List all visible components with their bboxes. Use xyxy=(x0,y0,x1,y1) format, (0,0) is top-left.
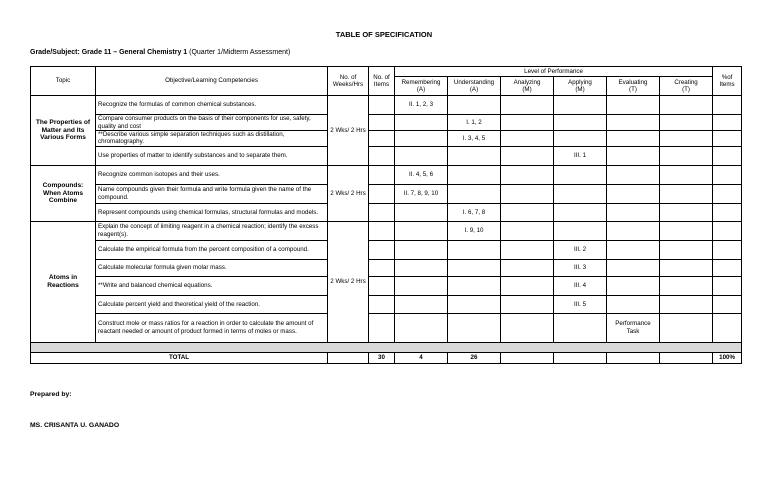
header-level-evaluating xyxy=(607,77,660,96)
total-level-empty xyxy=(660,352,713,363)
percent-cell xyxy=(713,165,742,184)
level-cell xyxy=(554,184,607,203)
topic-cell: The Properties of Matter and Its Various Forms xyxy=(31,96,96,166)
level-code: (T) xyxy=(629,86,637,93)
objective-cell: Recognize the formulas of common chemical substances. xyxy=(96,96,328,115)
level-cell xyxy=(395,313,448,342)
level-code: (M) xyxy=(522,86,532,93)
level-cell xyxy=(660,203,713,221)
items-cell xyxy=(369,96,395,115)
level-cell xyxy=(448,259,501,276)
level-cell: III. 3 xyxy=(554,259,607,276)
level-code: (A) xyxy=(416,86,426,93)
subject-line xyxy=(30,49,290,56)
weeks-cell: 2 Wks/ 2 Hrs xyxy=(328,221,369,342)
weeks-cell: 2 Wks/ 2 Hrs xyxy=(328,165,369,221)
level-cell xyxy=(395,276,448,295)
table-row xyxy=(31,240,742,259)
objective-cell: Use properties of matter to identify substances and to separate them. xyxy=(96,146,328,165)
percent-cell xyxy=(713,115,742,131)
level-cell xyxy=(448,240,501,259)
level-cell xyxy=(501,165,554,184)
total-percent: 100% xyxy=(713,352,742,363)
objective-cell: Explain the concept of limiting reagent in a chemical reaction; identify the excess reagent(s). xyxy=(96,221,328,240)
table-row xyxy=(31,221,742,240)
level-cell xyxy=(501,313,554,342)
level-name: Creating xyxy=(674,78,698,86)
level-cell xyxy=(660,221,713,240)
header-items: No. of Items xyxy=(369,67,395,96)
level-cell xyxy=(607,203,660,221)
level-cell xyxy=(607,240,660,259)
table-row xyxy=(31,165,742,184)
items-cell xyxy=(369,184,395,203)
items-cell xyxy=(369,276,395,295)
header-level-applying xyxy=(554,77,607,96)
header-level-analyzing xyxy=(501,77,554,96)
level-cell xyxy=(501,184,554,203)
level-cell xyxy=(660,276,713,295)
table-row xyxy=(31,96,742,115)
objective-cell: Compare consumer products on the basis of their components for use, safety, quality and cost xyxy=(96,115,328,131)
objective-cell: Calculate molecular formula given molar mass. xyxy=(96,259,328,276)
header-level-remembering xyxy=(395,77,448,96)
level-cell xyxy=(660,165,713,184)
header-objective: Objective/Learning Competencies xyxy=(96,67,328,96)
subject-text: Grade/Subject: Grade 11 – General Chemistry 1 xyxy=(30,49,188,56)
percent-cell xyxy=(713,146,742,165)
level-cell: I. 6, 7, 8 xyxy=(448,203,501,221)
level-cell xyxy=(395,221,448,240)
level-code: (T) xyxy=(682,86,690,93)
percent-cell xyxy=(713,313,742,342)
level-name: Understanding xyxy=(453,78,495,86)
level-cell: I. 3, 4, 5 xyxy=(448,131,501,147)
level-cell xyxy=(607,221,660,240)
level-cell: III. 1 xyxy=(554,146,607,165)
specification-table xyxy=(30,66,742,364)
level-cell xyxy=(448,165,501,184)
percent-cell xyxy=(713,295,742,313)
items-cell xyxy=(369,165,395,184)
level-cell xyxy=(660,259,713,276)
level-cell xyxy=(448,184,501,203)
level-cell xyxy=(660,131,713,147)
items-cell xyxy=(369,259,395,276)
level-cell xyxy=(660,96,713,115)
quarter-text: (Quarter 1/Midterm Assessment) xyxy=(189,49,291,56)
level-cell xyxy=(554,131,607,147)
level-cell: I. 1, 2 xyxy=(448,115,501,131)
weeks-cell: 2 Wks/ 2 Hrs xyxy=(328,96,369,166)
objective-cell: **Describe various simple separation techniques such as distillation, chromatography. xyxy=(96,131,328,147)
table-row xyxy=(31,259,742,276)
level-cell xyxy=(501,221,554,240)
table-body xyxy=(31,96,742,364)
level-cell xyxy=(395,240,448,259)
document-title: TABLE OF SPECIFICATION xyxy=(335,30,433,39)
level-cell xyxy=(554,115,607,131)
items-cell xyxy=(369,203,395,221)
level-cell xyxy=(448,295,501,313)
table-row xyxy=(31,276,742,295)
level-cell xyxy=(554,96,607,115)
level-cell xyxy=(501,131,554,147)
header-topic: Topic xyxy=(31,67,96,96)
level-cell xyxy=(607,115,660,131)
level-cell: Performance Task xyxy=(607,313,660,342)
total-weeks xyxy=(328,352,369,363)
spacer-cell xyxy=(31,342,742,352)
items-cell xyxy=(369,240,395,259)
total-label: TOTAL xyxy=(31,352,328,363)
table-row xyxy=(31,203,742,221)
prepared-by-label: Prepared by: xyxy=(30,391,72,398)
items-cell xyxy=(369,146,395,165)
total-remembering: 4 xyxy=(395,352,448,363)
level-name: Analyzing xyxy=(513,78,541,86)
level-cell xyxy=(607,295,660,313)
level-cell: III. 4 xyxy=(554,276,607,295)
level-cell xyxy=(395,203,448,221)
level-name: Evaluating xyxy=(618,78,648,86)
teacher-name: MS. CRISANTA U. GANADO xyxy=(30,422,120,429)
level-cell xyxy=(607,259,660,276)
level-name: Applying xyxy=(568,78,592,86)
objective-cell: Calculate the empirical formula from the percent composition of a compound. xyxy=(96,240,328,259)
table-row xyxy=(31,184,742,203)
objective-cell: Construct mole or mass ratios for a reaction in order to calculate the amount of reactant needed or amount of product formed in terms of moles or mass. xyxy=(96,313,328,342)
header-weeks: No. of Weeks/Hrs xyxy=(328,67,369,96)
level-cell: II. 1, 2, 3 xyxy=(395,96,448,115)
items-cell xyxy=(369,131,395,147)
level-cell xyxy=(395,259,448,276)
level-code: (A) xyxy=(469,86,479,93)
objective-cell: Recognize common isotopes and their uses. xyxy=(96,165,328,184)
level-cell xyxy=(660,184,713,203)
level-cell xyxy=(448,313,501,342)
topic-cell: Atoms in Reactions xyxy=(31,221,96,342)
level-code: (M) xyxy=(575,86,585,93)
level-cell xyxy=(554,165,607,184)
total-level-empty xyxy=(607,352,660,363)
level-cell: III. 5 xyxy=(554,295,607,313)
level-cell xyxy=(501,259,554,276)
level-cell xyxy=(607,276,660,295)
level-cell xyxy=(501,96,554,115)
percent-cell xyxy=(713,221,742,240)
percent-cell xyxy=(713,240,742,259)
items-cell xyxy=(369,295,395,313)
level-cell xyxy=(448,146,501,165)
table-row xyxy=(31,115,742,131)
objective-cell: **Write and balanced chemical equations. xyxy=(96,276,328,295)
table-row xyxy=(31,295,742,313)
total-level-empty xyxy=(554,352,607,363)
level-cell xyxy=(554,221,607,240)
level-cell xyxy=(501,295,554,313)
items-cell xyxy=(369,313,395,342)
level-cell xyxy=(501,203,554,221)
topic-cell: Compounds: When Atoms Combine xyxy=(31,165,96,221)
level-cell xyxy=(554,313,607,342)
level-cell xyxy=(660,146,713,165)
objective-cell: Name compounds given their formula and write formula given the name of the compound. xyxy=(96,184,328,203)
level-cell xyxy=(395,131,448,147)
level-cell xyxy=(607,184,660,203)
level-cell xyxy=(501,276,554,295)
table-header xyxy=(31,67,742,96)
level-cell xyxy=(607,131,660,147)
level-cell xyxy=(607,96,660,115)
level-cell: I. 9, 10 xyxy=(448,221,501,240)
table-row xyxy=(31,131,742,147)
total-row xyxy=(31,352,742,363)
level-cell xyxy=(660,115,713,131)
level-cell: III. 2 xyxy=(554,240,607,259)
header-level-understanding xyxy=(448,77,501,96)
level-cell xyxy=(554,203,607,221)
total-level-empty xyxy=(501,352,554,363)
level-cell xyxy=(448,96,501,115)
percent-cell xyxy=(713,184,742,203)
level-cell xyxy=(501,146,554,165)
header-level-of-performance: Level of Performance xyxy=(395,67,713,77)
header-level-creating xyxy=(660,77,713,96)
items-cell xyxy=(369,115,395,131)
percent-cell xyxy=(713,259,742,276)
level-cell: II. 7, 8, 9, 10 xyxy=(395,184,448,203)
total-items: 30 xyxy=(369,352,395,363)
table-row xyxy=(31,313,742,342)
level-cell xyxy=(501,115,554,131)
percent-cell xyxy=(713,131,742,147)
percent-cell xyxy=(713,96,742,115)
level-cell xyxy=(395,115,448,131)
level-cell xyxy=(448,276,501,295)
level-cell xyxy=(660,295,713,313)
level-cell xyxy=(607,146,660,165)
level-cell xyxy=(660,240,713,259)
level-cell xyxy=(395,146,448,165)
percent-cell xyxy=(713,276,742,295)
level-cell: II. 4, 5, 6 xyxy=(395,165,448,184)
objective-cell: Represent compounds using chemical formulas, structural formulas and models. xyxy=(96,203,328,221)
level-cell xyxy=(501,240,554,259)
level-cell xyxy=(395,295,448,313)
percent-cell xyxy=(713,203,742,221)
level-name: Remembering xyxy=(401,78,441,86)
total-understanding: 26 xyxy=(448,352,501,363)
spacer-row xyxy=(31,342,742,352)
objective-cell: Calculate percent yield and theoretical yield of the reaction. xyxy=(96,295,328,313)
level-cell xyxy=(660,313,713,342)
table-row xyxy=(31,146,742,165)
items-cell xyxy=(369,221,395,240)
header-percent: %of Items xyxy=(713,67,742,96)
level-cell xyxy=(607,165,660,184)
